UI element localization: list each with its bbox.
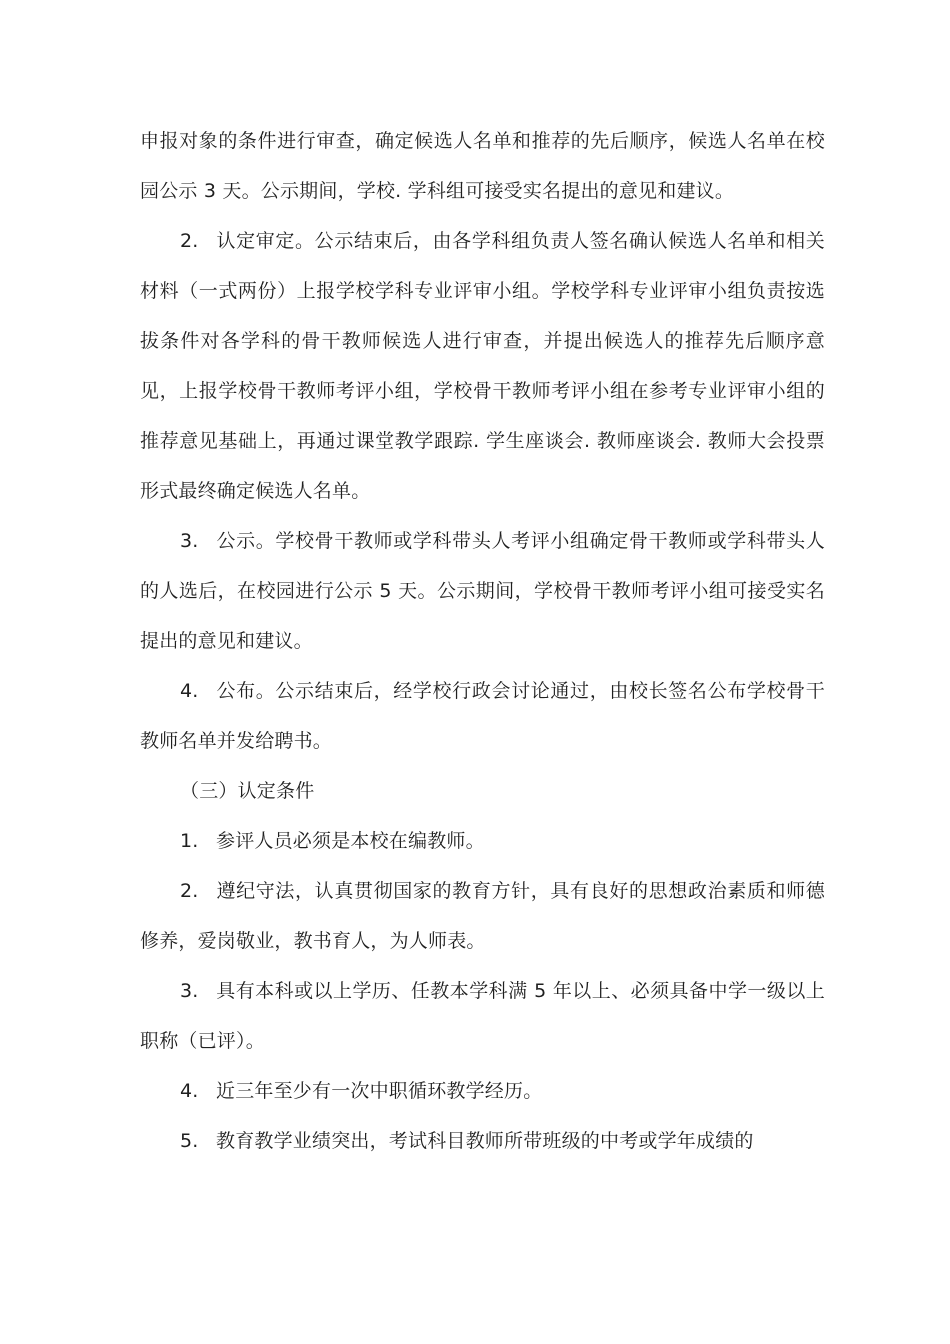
list-number: 4. bbox=[180, 680, 199, 702]
condition-item-2 bbox=[140, 866, 825, 966]
list-item-2-review bbox=[140, 216, 825, 516]
paragraph-text: 公示。学校骨干教师或学科带头人考评小组确定骨干教师或学科带头人的人选后，在校园进行公示 5 天。公示期间，学校骨干教师考评小组可接受实名提出的意见和建议。 bbox=[140, 530, 825, 652]
list-number: 3. bbox=[180, 980, 199, 1002]
list-number: 2. bbox=[180, 880, 199, 902]
paragraph-text: 遵纪守法，认真贯彻国家的教育方针，具有良好的思想政治素质和师德修养，爱岗敬业，教书育人，为人师表。 bbox=[140, 880, 825, 952]
paragraph-continuation bbox=[140, 116, 825, 216]
paragraph-text: 认定审定。公示结束后，由各学科组负责人签名确认候选人名单和相关材料（一式两份）上报学校学科专业评审小组。学校学科专业评审小组负责按选拔条件对各学科的骨干教师候选人进行审查，并提出候选人的推荐先后顺序意见，上报学校骨干教师考评小组，学校骨干教师考评小组在参考专业评审小组的推荐意见基础上，再通过课堂教学跟踪. 学生座谈会. 教师座谈会. 教师大会投票形式最终确定候选人名单。 bbox=[140, 230, 825, 502]
paragraph-text: 教育教学业绩突出，考试科目教师所带班级的中考或学年成绩的 bbox=[216, 1130, 754, 1152]
list-number: 5. bbox=[180, 1130, 199, 1152]
list-number: 3. bbox=[180, 530, 199, 552]
paragraph-text: 参评人员必须是本校在编教师。 bbox=[216, 830, 485, 852]
section-heading bbox=[140, 766, 825, 816]
section-heading-text: （三）认定条件 bbox=[180, 780, 315, 802]
paragraph-text: 公布。公示结束后，经学校行政会讨论通过，由校长签名公布学校骨干教师名单并发给聘书。 bbox=[140, 680, 825, 752]
paragraph-text: 申报对象的条件进行审查，确定候选人名单和推荐的先后顺序，候选人名单在校园公示 3 天。公示期间，学校. 学科组可接受实名提出的意见和建议。 bbox=[140, 130, 825, 202]
paragraph-text: 近三年至少有一次中职循环教学经历。 bbox=[216, 1080, 543, 1102]
list-number: 1. bbox=[180, 830, 199, 852]
condition-item-5 bbox=[140, 1116, 825, 1166]
paragraph-text: 具有本科或以上学历、任教本学科满 5 年以上、必须具备中学一级以上职称（已评）。 bbox=[140, 980, 825, 1052]
condition-item-4 bbox=[140, 1066, 825, 1116]
condition-item-1 bbox=[140, 816, 825, 866]
condition-item-3 bbox=[140, 966, 825, 1066]
list-number: 4. bbox=[180, 1080, 199, 1102]
document-body bbox=[140, 116, 825, 1166]
list-item-4-announcement bbox=[140, 666, 825, 766]
list-item-3-publicity bbox=[140, 516, 825, 666]
list-number: 2. bbox=[180, 230, 199, 252]
